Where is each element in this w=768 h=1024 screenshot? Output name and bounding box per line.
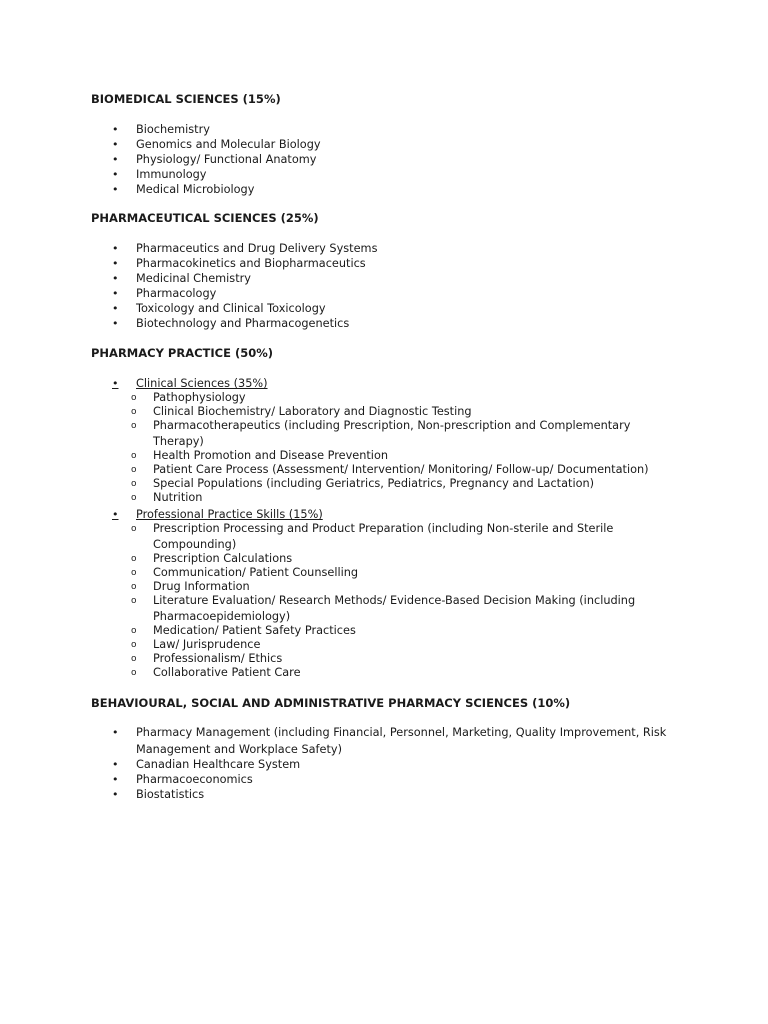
list-item	[91, 566, 711, 580]
list-item	[91, 652, 711, 666]
list-item	[91, 491, 711, 505]
list-item-text: Canadian Healthcare System	[136, 758, 301, 771]
bullet-icon: •	[112, 287, 119, 300]
list-item-text: Clinical Biochemistry/ Laboratory and Diagnostic Testing	[153, 405, 472, 418]
list-item	[91, 301, 711, 316]
list-item-text: Drug Information	[153, 580, 250, 593]
list-item-text: Medical Microbiology	[136, 183, 255, 196]
sub-bullet-icon: o	[131, 393, 137, 403]
list-item-text: Pathophysiology	[153, 391, 246, 404]
list-item	[91, 256, 711, 271]
list-item-text: Biotechnology and Pharmacogenetics	[136, 317, 350, 330]
list-item-text: Nutrition	[153, 491, 203, 504]
list-item	[91, 757, 711, 772]
bullet-icon: •	[112, 508, 119, 521]
bullet-icon: •	[112, 257, 119, 270]
list-item	[91, 580, 711, 594]
list-item	[91, 137, 711, 152]
bullet-list	[91, 122, 711, 197]
bullet-icon: •	[112, 168, 119, 181]
list-item	[91, 316, 711, 331]
list-item-text: Patient Care Process (Assessment/ Intervention/ Monitoring/ Follow-up/ Documentation)	[153, 463, 649, 476]
list-item-text: Biostatistics	[136, 788, 205, 801]
list-item	[91, 405, 711, 419]
sub-bullet-icon: o	[131, 582, 137, 592]
list-item-text: Medicinal Chemistry	[136, 272, 251, 285]
bullet-icon: •	[112, 773, 119, 786]
list-item-text: Pharmaceutics and Drug Delivery Systems	[136, 242, 378, 255]
bullet-icon: •	[112, 138, 119, 151]
list-item-text: Pharmacology	[136, 287, 217, 300]
list-item	[91, 638, 711, 652]
sub-bullet-icon: o	[131, 596, 137, 606]
sub-bullet-icon: o	[131, 524, 137, 534]
bullet-list	[91, 725, 711, 802]
list-item-text: Special Populations (including Geriatrics, Pediatrics, Pregnancy and Lactation)	[153, 477, 595, 490]
list-item-text: Biochemistry	[136, 123, 210, 136]
list-item-text: Physiology/ Functional Anatomy	[136, 153, 317, 166]
sub-bullet-icon: o	[131, 554, 137, 564]
bullet-list	[91, 241, 711, 331]
sub-bullet-icon: o	[131, 568, 137, 578]
section-heading: PHARMACEUTICAL SCIENCES (25%)	[91, 211, 319, 225]
list-item-text: Pharmacoeconomics	[136, 773, 253, 786]
list-item	[91, 522, 711, 552]
list-item	[91, 241, 711, 256]
list-item-text: Immunology	[136, 168, 207, 181]
list-item-text: Professionalism/ Ethics	[153, 652, 283, 665]
bullet-icon: •	[112, 123, 119, 136]
list-item	[91, 419, 711, 449]
list-item-text: Collaborative Patient Care	[153, 666, 301, 679]
list-item-text: Pharmacokinetics and Biopharmaceutics	[136, 257, 366, 270]
sub-bullet-icon: o	[131, 668, 137, 678]
list-item-text-continued: Pharmacoepidemiology)	[153, 610, 291, 623]
list-item	[91, 772, 711, 787]
sub-bullet-icon: o	[131, 451, 137, 461]
sub-bullet-icon: o	[131, 479, 137, 489]
bullet-icon: •	[112, 272, 119, 285]
sub-bullet-icon: o	[131, 407, 137, 417]
list-item	[91, 477, 711, 491]
list-item	[91, 463, 711, 477]
list-item-text-continued: Management and Workplace Safety)	[136, 743, 342, 756]
list-item	[91, 624, 711, 638]
section-heading: BIOMEDICAL SCIENCES (15%)	[91, 92, 281, 106]
list-item-text: Law/ Jurisprudence	[153, 638, 261, 651]
list-item	[91, 182, 711, 197]
clinical-sciences-group-label	[91, 376, 711, 391]
sub-bullet-icon: o	[131, 640, 137, 650]
professional-practice-list	[91, 522, 711, 680]
list-item-text: Genomics and Molecular Biology	[136, 138, 321, 151]
list-item	[91, 122, 711, 137]
list-item	[91, 271, 711, 286]
list-item-text: Pharmacotherapeutics (including Prescription, Non-prescription and Complementary	[153, 419, 631, 432]
list-item-text: Toxicology and Clinical Toxicology	[136, 302, 326, 315]
sub-bullet-icon: o	[131, 654, 137, 664]
list-item	[91, 594, 711, 624]
list-item-text: Health Promotion and Disease Prevention	[153, 449, 389, 462]
sub-bullet-icon: o	[131, 493, 137, 503]
list-item	[91, 725, 711, 757]
list-item	[91, 787, 711, 802]
list-item	[91, 286, 711, 301]
professional-practice-group-label	[91, 507, 711, 522]
list-item-text: Literature Evaluation/ Research Methods/ Evidence-Based Decision Making (including	[153, 594, 636, 607]
bullet-icon: •	[112, 788, 119, 801]
list-item	[91, 152, 711, 167]
section-heading: BEHAVIOURAL, SOCIAL AND ADMINISTRATIVE PHARMACY SCIENCES (10%)	[91, 696, 571, 710]
group-label-text: Professional Practice Skills (15%)	[136, 508, 323, 521]
list-item	[91, 391, 711, 405]
list-item	[91, 449, 711, 463]
section-heading: PHARMACY PRACTICE (50%)	[91, 346, 274, 360]
bullet-icon: •	[112, 183, 119, 196]
list-item	[91, 666, 711, 680]
list-item-text: Prescription Calculations	[153, 552, 293, 565]
bullet-icon: •	[112, 377, 119, 390]
section-behavioural	[91, 696, 711, 802]
bullet-icon: •	[112, 758, 119, 771]
group-label-text: Clinical Sciences (35%)	[136, 377, 268, 390]
section-biomedical	[91, 92, 711, 197]
list-item-text: Pharmacy Management (including Financial, Personnel, Marketing, Quality Improvement, Risk	[136, 726, 667, 739]
list-item-text-continued: Therapy)	[153, 435, 204, 448]
bullet-icon: •	[112, 302, 119, 315]
list-item-text: Communication/ Patient Counselling	[153, 566, 359, 579]
list-item-text: Medication/ Patient Safety Practices	[153, 624, 356, 637]
list-item-text: Prescription Processing and Product Preparation (including Non-sterile and Sterile	[153, 522, 614, 535]
section-pharmaceutical	[91, 211, 711, 331]
bullet-icon: •	[112, 726, 119, 739]
sub-bullet-icon: o	[131, 626, 137, 636]
bullet-icon: •	[112, 242, 119, 255]
list-item-text-continued: Compounding)	[153, 538, 237, 551]
sub-bullet-icon: o	[131, 421, 137, 431]
sub-bullet-icon: o	[131, 465, 137, 475]
list-item	[91, 552, 711, 566]
section-pharmacy-practice	[91, 346, 711, 680]
bullet-icon: •	[112, 153, 119, 166]
list-item	[91, 167, 711, 182]
bullet-icon: •	[112, 317, 119, 330]
clinical-sciences-list	[91, 391, 711, 505]
